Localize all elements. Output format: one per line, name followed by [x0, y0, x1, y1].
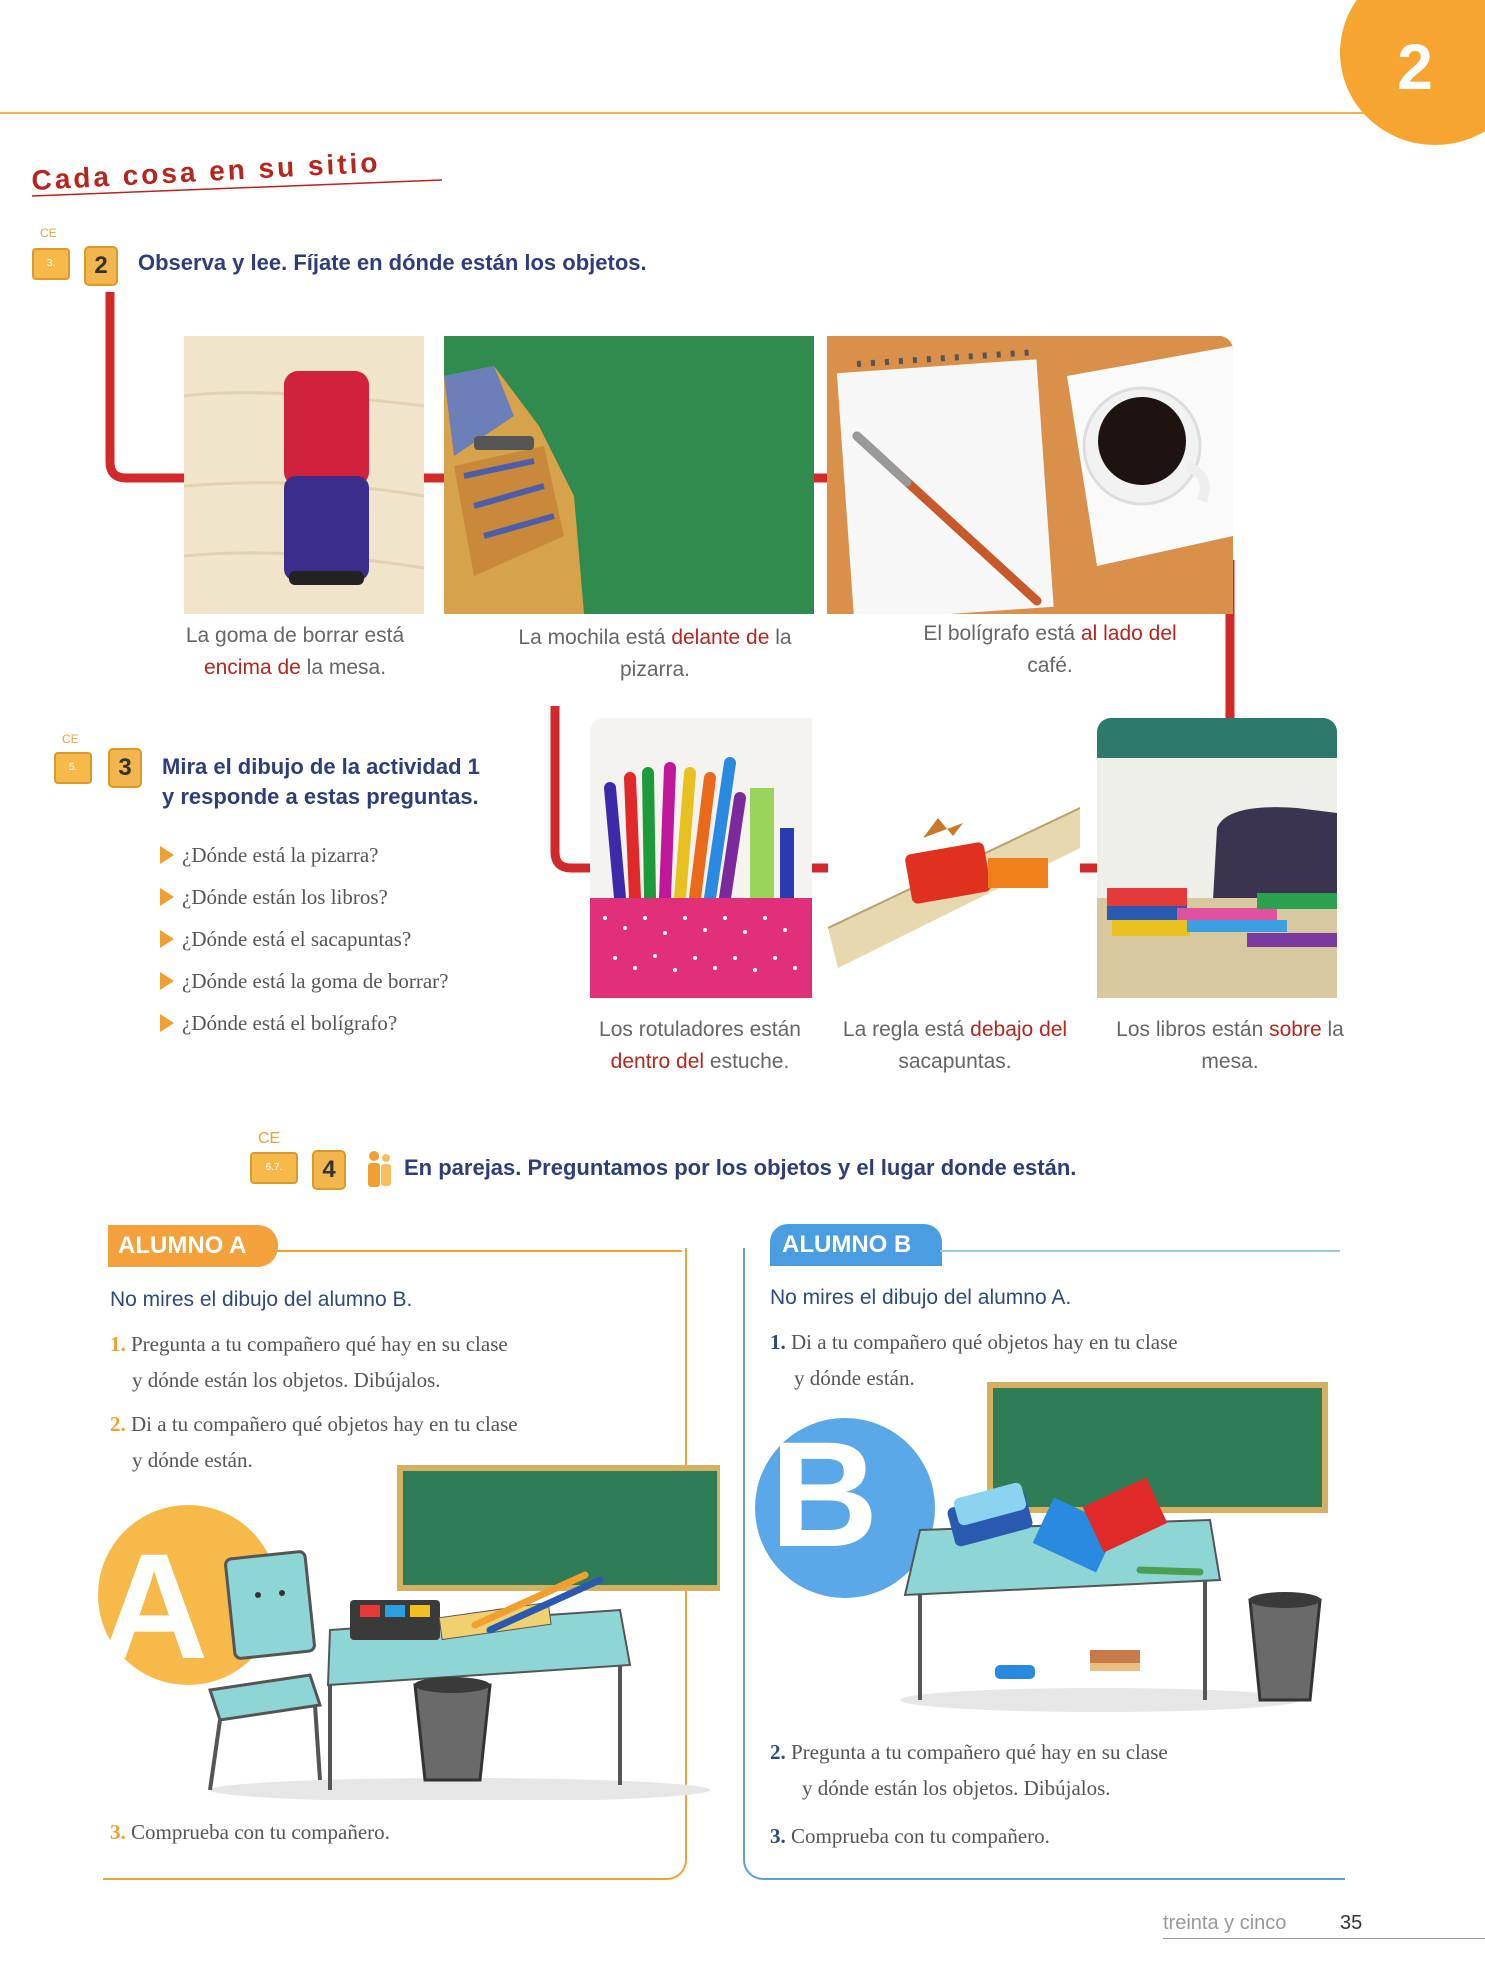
activity-number: 4: [312, 1150, 346, 1190]
alumno-a-step-3: 3. Comprueba con tu compañero.: [110, 1820, 390, 1844]
alumno-a-subtitle: No mires el dibujo del alumno B.: [110, 1288, 413, 1311]
photo-backpack: [444, 336, 814, 614]
caption-6: Los libros están sobre la mesa.: [1116, 1018, 1344, 1073]
alumno-b-step-1: 1. Di a tu compañero qué objetos hay en tu clase y dónde están.: [770, 1330, 1178, 1390]
photo-books: [1097, 718, 1337, 998]
instruction-line-2: y responde a estas preguntas.: [162, 784, 479, 809]
caption-2: La mochila está delante de la pizarra.: [518, 626, 792, 681]
ce-label: CE: [40, 226, 57, 240]
ce-ref-box: 3.: [32, 248, 70, 280]
unit-number: 2: [1397, 31, 1433, 103]
alumno-b-letter: B: [770, 1410, 879, 1578]
activity-instruction: [162, 752, 480, 812]
bullet-triangle-icon: [160, 972, 174, 990]
alumno-b-box-top-rule: [940, 1250, 1340, 1252]
photo-pen-coffee: [827, 336, 1233, 614]
section-title-text: Cada cosa en su sitio: [32, 150, 382, 196]
photo-markers: [590, 718, 812, 998]
activity-number: 2: [84, 246, 118, 286]
photo-ruler-sharpener: [828, 718, 1080, 998]
list-item: ¿Dónde está el bolígrafo?: [160, 1002, 448, 1044]
caption-3: El bolígrafo está al lado del café.: [923, 622, 1177, 677]
caption-1: La goma de borrar está encima de la mesa.: [185, 624, 405, 679]
alumno-b-subtitle: No mires el dibujo del alumno A.: [770, 1286, 1072, 1309]
eraser-blue-half: [284, 476, 369, 581]
eraser-red-half: [284, 371, 369, 486]
alumno-a-step-1: 1. Pregunta a tu compañero qué hay en su clase y dónde están los objetos. Dibújalos.: [110, 1332, 508, 1392]
alumno-b-classroom-illustration: [900, 1380, 1340, 1720]
alumno-a-label: ALUMNO A: [108, 1225, 278, 1267]
ce-label: CE: [62, 732, 79, 746]
page-footer-text: treinta y cinco: [1163, 1912, 1287, 1934]
alumno-b-label: ALUMNO B: [770, 1224, 942, 1266]
photo-eraser: [184, 336, 424, 614]
bullet-triangle-icon: [160, 1014, 174, 1032]
footer-rule: [1163, 1938, 1485, 1939]
bullet-triangle-icon: [160, 846, 174, 864]
caption-5: La regla está debajo del sacapuntas.: [842, 1018, 1068, 1073]
activity-number: 3: [108, 748, 142, 788]
list-item: ¿Dónde está la goma de borrar?: [160, 960, 448, 1002]
pair-work-icon: [366, 1150, 392, 1188]
list-item: ¿Dónde están los libros?: [160, 876, 448, 918]
alumno-a-step-2: 2. Di a tu compañero qué objetos hay en tu clase y dónde están.: [110, 1412, 518, 1472]
activity-instruction: Observa y lee. Fíjate en dónde están los objetos.: [138, 250, 647, 275]
alumno-a-classroom-illustration: [200, 1460, 720, 1800]
activity-instruction: En parejas. Preguntamos por los objetos y el lugar donde están.: [404, 1155, 1077, 1180]
ce-ref-box: 6.7.: [250, 1152, 298, 1184]
list-item: ¿Dónde está la pizarra?: [160, 834, 448, 876]
instruction-line-1: Mira el dibujo de la actividad 1: [162, 754, 480, 779]
page-number: 35: [1340, 1912, 1363, 1934]
alumno-b-step-3: 3. Comprueba con tu compañero.: [770, 1824, 1050, 1848]
ce-label: CE: [258, 1130, 281, 1147]
question-list: [160, 834, 448, 1044]
alumno-a-box-top-rule: [270, 1250, 682, 1252]
bullet-triangle-icon: [160, 888, 174, 906]
alumno-a-letter: A: [100, 1522, 209, 1690]
caption-4: Los rotuladores están dentro del estuche.: [599, 1018, 801, 1073]
bullet-triangle-icon: [160, 930, 174, 948]
list-item: ¿Dónde está el sacapuntas?: [160, 918, 448, 960]
alumno-b-step-2: 2. Pregunta a tu compañero qué hay en su clase y dónde están los objetos. Dibújalos.: [770, 1740, 1168, 1800]
ce-ref-box: 5.: [54, 752, 92, 784]
